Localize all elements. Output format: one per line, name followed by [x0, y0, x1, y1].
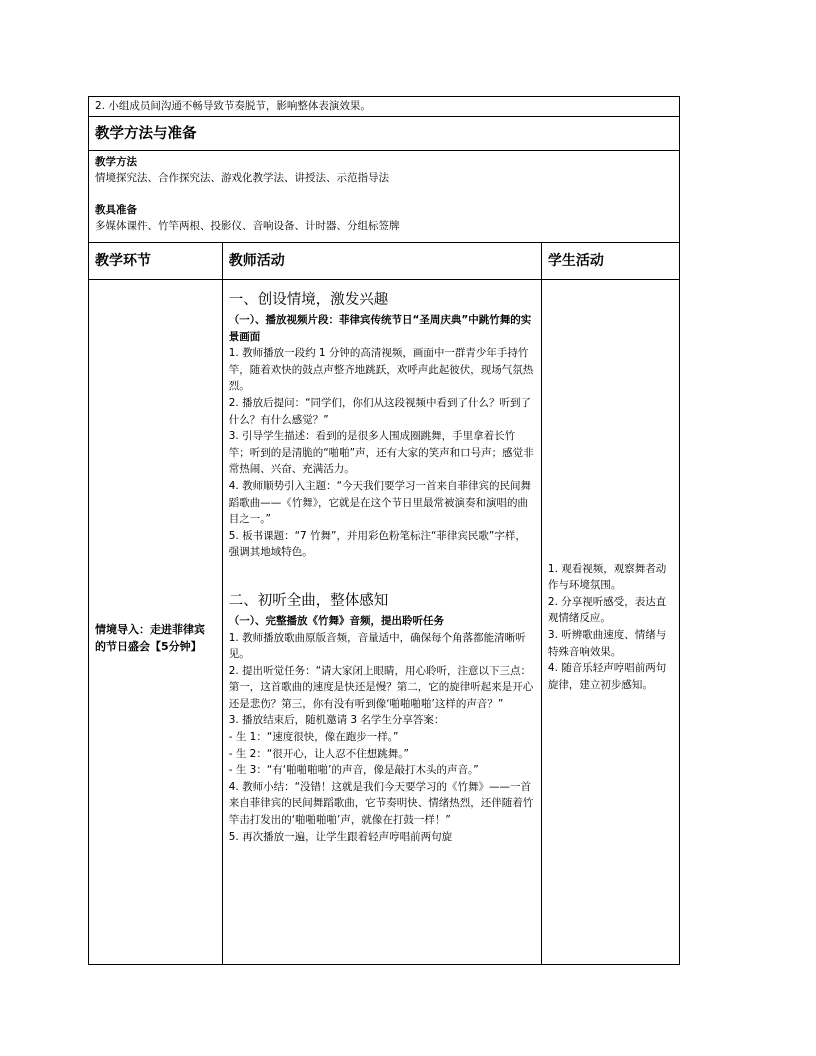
header-student: 学生活动 — [541, 243, 679, 280]
methods-text: 情境探究法、合作探究法、游戏化教学法、讲授法、示范指导法 — [95, 172, 389, 184]
methods-cell — [89, 151, 680, 243]
methods-label: 教学方法 — [95, 156, 137, 168]
stage-label: 情境导入：走进菲律宾的节日盛会【5分钟】 — [95, 623, 205, 653]
tools-text: 多媒体课件、竹竿两根、投影仪、音响设备、计时器、分组标签牌 — [95, 220, 400, 232]
lesson-plan-table — [88, 96, 680, 965]
part1-title: 一、创设情境，激发兴趣 — [228, 292, 389, 308]
part1-item: 5. 板书课题：“7 竹舞”，并用彩色粉笔标注“菲律宾民歌”字样，强调其地域特色。 — [228, 529, 526, 559]
part1-item: 3. 引导学生描述：看到的是很多人围成圈跳舞，手里拿着长竹竿；听到的是清脆的“啪啪”声，还有大家的笑声和口号声；感觉非常热闹、兴奋、充满活力。 — [228, 430, 534, 476]
part2-title: 二、初听全曲，整体感知 — [228, 592, 389, 609]
part2-item: 3. 播放结束后，随机邀请 3 名学生分享答案： — [228, 714, 445, 727]
student-item: 4. 随音乐轻声哼唱前两句旋律，建立初步感知。 — [547, 662, 667, 691]
stage-cell — [89, 280, 223, 965]
student-item: 3. 听辨歌曲速度、情绪与特殊音响效果。 — [547, 629, 667, 658]
tools-label: 教具准备 — [95, 204, 137, 216]
student-activity-cell — [541, 280, 679, 965]
table-body-row — [89, 280, 680, 965]
header-teacher: 教师活动 — [222, 243, 541, 280]
part2-item: 1. 教师播放歌曲原版音频，音量适中，确保每个角落都能清晰听见。 — [228, 631, 526, 661]
teacher-activity-cell — [222, 280, 541, 965]
table-header-row — [89, 243, 680, 280]
part1-item: 2. 播放后提问：“同学们，你们从这段视频中看到了什么？听到了什么？有什么感觉？” — [228, 396, 532, 426]
part1-item: 1. 教师播放一段约 1 分钟的高清视频，画面中一群青少年手持竹竿，随着欢快的鼓点声整齐地跳跃，欢呼声此起彼伏，现场气氛热烈。 — [228, 347, 534, 393]
part2-item: - 生 1：“速度很快，像在跑步一样。” — [228, 731, 399, 744]
risk-row — [89, 97, 680, 117]
part2-item: 5. 再次播放一遍，让学生跟着轻声哼唱前两句旋 — [228, 830, 453, 843]
student-item: 2. 分享视听感受，表达直观情绪反应。 — [547, 595, 667, 625]
part1-item: 4. 教师顺势引入主题：“今天我们要学习一首来自菲律宾的民间舞蹈歌曲——《竹舞》，它就是在这个节日里最常被演奏和演唱的曲目之一。” — [228, 479, 532, 526]
part2-subtitle: （一）、完整播放《竹舞》音频，提出聆听任务 — [228, 614, 444, 627]
section-title-row — [89, 117, 680, 151]
part2-item: - 生 2：“很开心，让人忍不住想跳舞。” — [228, 747, 409, 760]
part1-subtitle: （一）、播放视频片段：菲律宾传统节日“圣周庆典”中跳竹舞的实景画面 — [228, 314, 532, 343]
risk-line: 2. 小组成员间沟通不畅导致节奏脱节，影响整体表演效果。 — [89, 97, 680, 117]
document-page — [88, 96, 680, 956]
header-stage: 教学环节 — [89, 243, 223, 280]
methods-row — [89, 151, 680, 243]
student-item: 1. 观看视频，观察舞者动作与环境氛围。 — [547, 562, 667, 592]
section-title: 教学方法与准备 — [89, 117, 680, 151]
part2-item: - 生 3：“有‘啪啪啪啪’的声音，像是敲打木头的声音。” — [228, 764, 479, 777]
part2-item: 4. 教师小结：“没错！这就是我们今天要学习的《竹舞》——一首来自菲律宾的民间舞蹈歌曲，它节奏明快、情绪热烈，还伴随着竹竿击打发出的‘啪啪啪啪’声，就像在打鼓一样！” — [228, 780, 534, 827]
part2-item: 2. 提出听觉任务：“请大家闭上眼睛，用心聆听，注意以下三点：第一，这首歌曲的速度是快还是慢？第二，它的旋律听起来是开心还是悲伤？第三，你有没有听到像‘啪啪啪啪’这样的声音？” — [228, 664, 534, 710]
